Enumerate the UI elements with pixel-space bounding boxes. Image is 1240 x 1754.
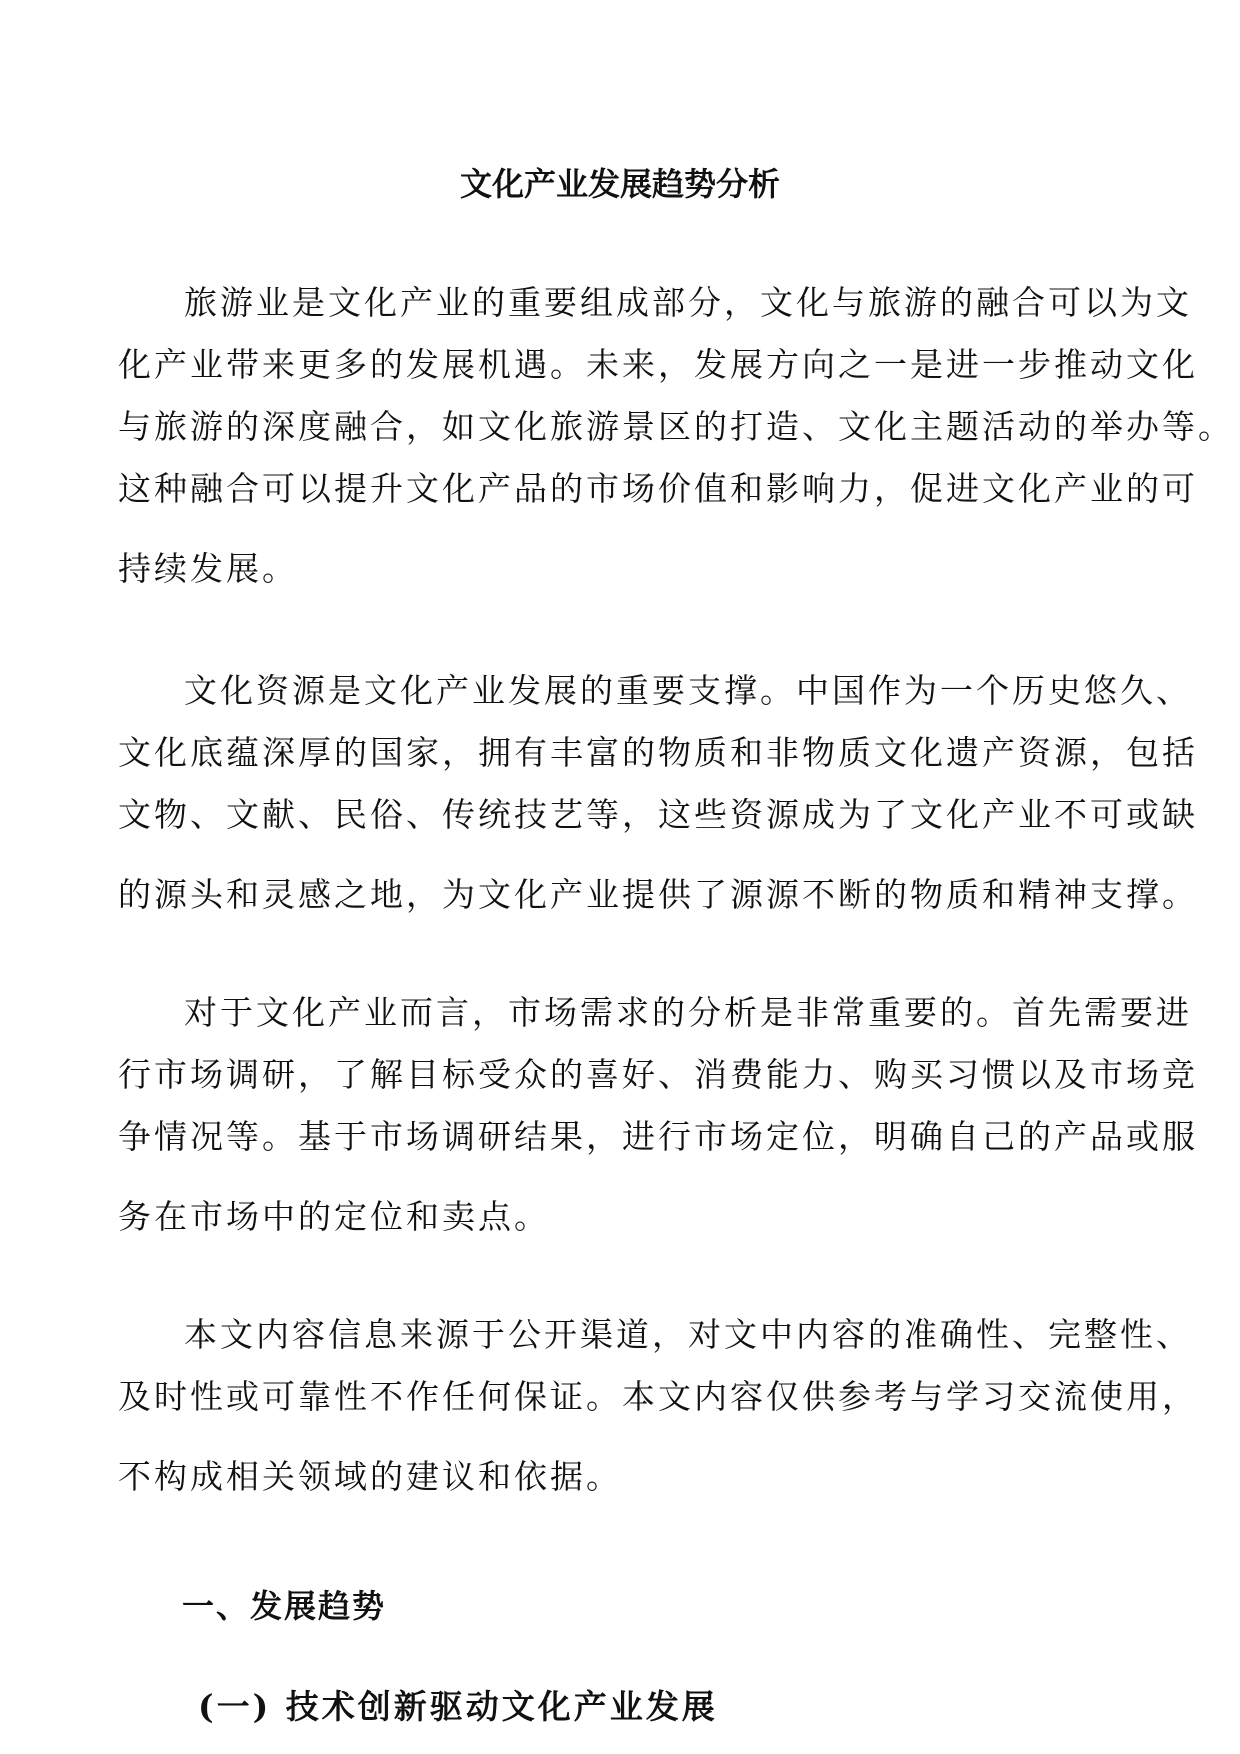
paragraph-market-demand (118, 982, 1198, 1248)
paragraph-line: 化产业带来更多的发展机遇。未来，发展方向之一是进一步推动文化 (118, 345, 1198, 384)
paragraph-line: 这种融合可以提升文化产品的市场价值和影响力，促进文化产业的可 (118, 469, 1198, 508)
paragraph-line: 不构成相关领域的建议和依据。 (118, 1457, 622, 1496)
paragraph-line: 及时性或可靠性不作任何保证。本文内容仅供参考与学习交流使用， (118, 1377, 1198, 1416)
document-title: 文化产业发展趋势分析 (459, 165, 780, 203)
paragraph-line: 的源头和灵感之地，为文化产业提供了源源不断的物质和精神支撑。 (118, 875, 1198, 914)
paragraph-cultural-resources (118, 660, 1198, 926)
paragraph-line: 务在市场中的定位和卖点。 (118, 1197, 550, 1236)
paragraph-line: 行市场调研，了解目标受众的喜好、消费能力、购买习惯以及市场竞 (118, 1055, 1198, 1094)
paragraph-line: 文化底蕴深厚的国家，拥有丰富的物质和非物质文化遗产资源，包括 (118, 733, 1198, 772)
paragraph-line: 与旅游的深度融合，如文化旅游景区的打造、文化主题活动的举办等。 (118, 407, 1234, 446)
paragraph-line: 文化资源是文化产业发展的重要支撑。中国作为一个历史悠久、 (184, 671, 1192, 710)
paragraph-line: 本文内容信息来源于公开渠道，对文中内容的准确性、完整性、 (184, 1315, 1192, 1354)
paragraph-tourism (118, 272, 1234, 600)
subsection-heading: (一) 技术创新驱动文化产业发展 (198, 1687, 718, 1726)
paragraph-line: 争情况等。基于市场调研结果，进行市场定位，明确自己的产品或服 (118, 1117, 1198, 1156)
paragraph-disclaimer (118, 1304, 1198, 1508)
paragraph-line: 文物、文献、民俗、传统技艺等，这些资源成为了文化产业不可或缺 (118, 795, 1198, 834)
section-heading: 一、发展趋势 (182, 1587, 387, 1625)
paragraph-line: 对于文化产业而言，市场需求的分析是非常重要的。首先需要进 (184, 993, 1192, 1032)
paragraph-line: 旅游业是文化产业的重要组成部分，文化与旅游的融合可以为文 (184, 283, 1192, 322)
paragraph-line: 持续发展。 (118, 549, 298, 588)
